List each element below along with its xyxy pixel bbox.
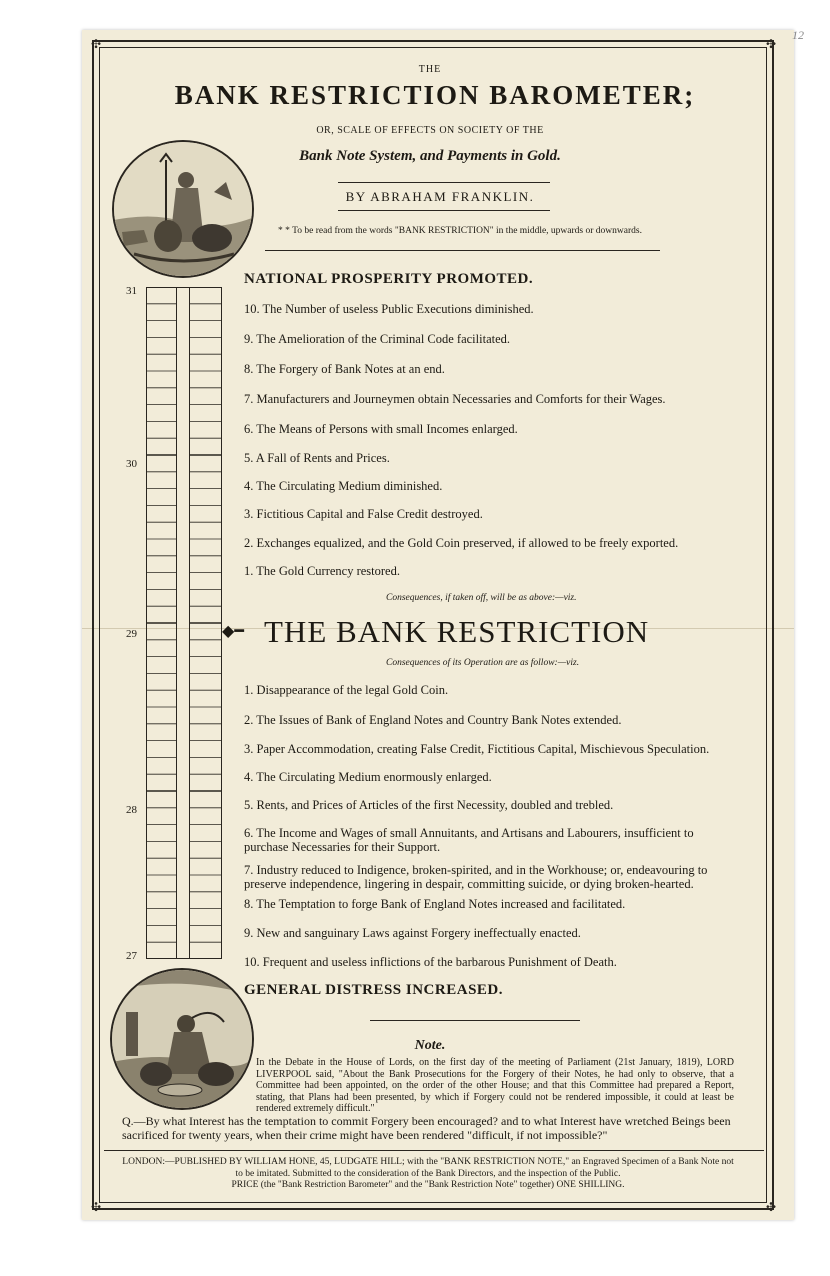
lower-item: 4. The Circulating Medium enormously enlarged. xyxy=(244,770,492,784)
distressed-britannia-icon xyxy=(112,970,252,1108)
britannia-medallion-bottom xyxy=(110,968,254,1110)
upper-item: 9. The Amelioration of the Criminal Code facilitated. xyxy=(244,332,511,346)
author-rule-top xyxy=(338,182,550,183)
upper-item: 4. The Circulating Medium diminished. xyxy=(244,479,443,493)
note-body: In the Debate in the House of Lords, on the first day of the meeting of Parliament (21st January, 1819), LORD LIVERPOOL said, "About the Bank Prosecutions for the Forgery of their Notes, he had only to observe, that a Committee had been appointed, on the order of the other House; and that this Committee had prepared a Report, stating, that Plans had been presented, by which if Forgery could not be rendered impossible, it could at least be rendered extremely difficult." xyxy=(256,1057,734,1114)
price-line: PRICE (the "Bank Restriction Barometer" and the "Bank Restriction Note" together) ONE SHILLING. xyxy=(231,1180,625,1190)
footer-rule xyxy=(104,1150,764,1151)
publisher-line: LONDON:—PUBLISHED BY WILLIAM HONE, 45, LUDGATE HILL; with the "BANK RESTRICTION NOTE," an Engraved Specimen of a Bank Note not to be imitated. Submitted to the consideration of the Bank Directors, and the inspection of the Public. xyxy=(122,1157,734,1179)
barometer-label-30: 30 xyxy=(126,458,137,470)
lower-item: 6. The Income and Wages of small Annuitants, and Artisans and Labourers, insufficient to purchase Necessaries for their Support. xyxy=(244,826,694,854)
upper-item: 1. The Gold Currency restored. xyxy=(244,564,400,578)
author: BY ABRAHAM FRANKLIN. xyxy=(345,189,535,204)
corner-ornament-icon: ✣ xyxy=(90,37,102,51)
reading-instruction: * * To be read from the words "BANK RESTRICTION" in the middle, upwards or downwards. xyxy=(278,226,642,236)
barometer-label-28: 28 xyxy=(126,804,137,816)
upper-item: 10. The Number of useless Public Executions diminished. xyxy=(244,302,534,316)
consequences-of-operation: Consequences of its Operation are as follow:—viz. xyxy=(386,658,580,668)
upper-item: 8. The Forgery of Bank Notes at an end. xyxy=(244,362,445,376)
lower-item: 2. The Issues of Bank of England Notes and Country Bank Notes extended. xyxy=(244,713,622,727)
upper-item: 2. Exchanges equalized, and the Gold Coin preserved, if allowed to be freely exported. xyxy=(244,536,679,550)
barometer-graduations xyxy=(146,287,222,959)
pointer-arrow-icon: ◆━ xyxy=(222,623,244,640)
lower-item: 7. Industry reduced to Indigence, broken-spirited, and in the Workhouse; or, endeavouring to preserve independence, lingering in despair, committing suicide, or dying broken-hearted. xyxy=(244,863,708,891)
heading-general-distress: GENERAL DISTRESS INCREASED. xyxy=(244,982,503,998)
header-the: THE xyxy=(418,64,442,75)
lower-item: 3. Paper Accommodation, creating False Credit, Fictitious Capital, Mischievous Speculation. xyxy=(244,742,710,756)
lower-item: 10. Frequent and useless inflictions of the barbarous Punishment of Death. xyxy=(244,955,617,969)
gothic-subtitle: Bank Note System, and Payments in Gold. xyxy=(299,148,561,164)
corner-ornament-icon: ✣ xyxy=(765,1200,777,1214)
barometer-label-27: 27 xyxy=(126,950,137,962)
lower-item: 5. Rents, and Prices of Articles of the first Necessity, doubled and trebled. xyxy=(244,798,614,812)
author-rule-bottom xyxy=(338,210,550,211)
lower-item: 8. The Temptation to forge Bank of England Notes increased and facilitated. xyxy=(244,897,626,911)
corner-ornament-icon: ✣ xyxy=(90,1200,102,1214)
question-text: Q.—By what Interest has the temptation to commit Forgery been encouraged? and to what Interest have wretched Beings been sacrificed for twenty years, when their crime might have been rendered "difficult, if not impossible?" xyxy=(122,1114,731,1142)
upper-item: 7. Manufacturers and Journeymen obtain Necessaries and Comforts for their Wages. xyxy=(244,392,666,406)
britannia-medallion-top xyxy=(112,140,254,278)
header-rule xyxy=(265,250,660,251)
upper-item: 6. The Means of Persons with small Incomes enlarged. xyxy=(244,422,518,436)
consequences-if-removed: Consequences, if taken off, will be as above:—viz. xyxy=(386,593,577,603)
page-title: BANK RESTRICTION BAROMETER; xyxy=(174,80,696,110)
pencil-mark: 12 xyxy=(792,28,804,42)
upper-item: 3. Fictitious Capital and False Credit destroyed. xyxy=(244,507,483,521)
lower-item: 9. New and sanguinary Laws against Forgery ineffectually enacted. xyxy=(244,926,581,940)
britannia-icon xyxy=(114,142,252,276)
upper-item: 5. A Fall of Rents and Prices. xyxy=(244,451,390,465)
bank-restriction-title: THE BANK RESTRICTION xyxy=(264,614,650,649)
lower-item: 1. Disappearance of the legal Gold Coin. xyxy=(244,683,449,697)
heading-national-prosperity: NATIONAL PROSPERITY PROMOTED. xyxy=(244,271,534,287)
note-rule xyxy=(370,1020,580,1021)
subtitle: OR, SCALE OF EFFECTS ON SOCIETY OF THE xyxy=(316,125,544,136)
barometer-label-29: 29 xyxy=(126,628,137,640)
note-title: Note. xyxy=(414,1038,446,1053)
corner-ornament-icon: ✣ xyxy=(765,37,777,51)
barometer-label-31: 31 xyxy=(126,285,137,297)
